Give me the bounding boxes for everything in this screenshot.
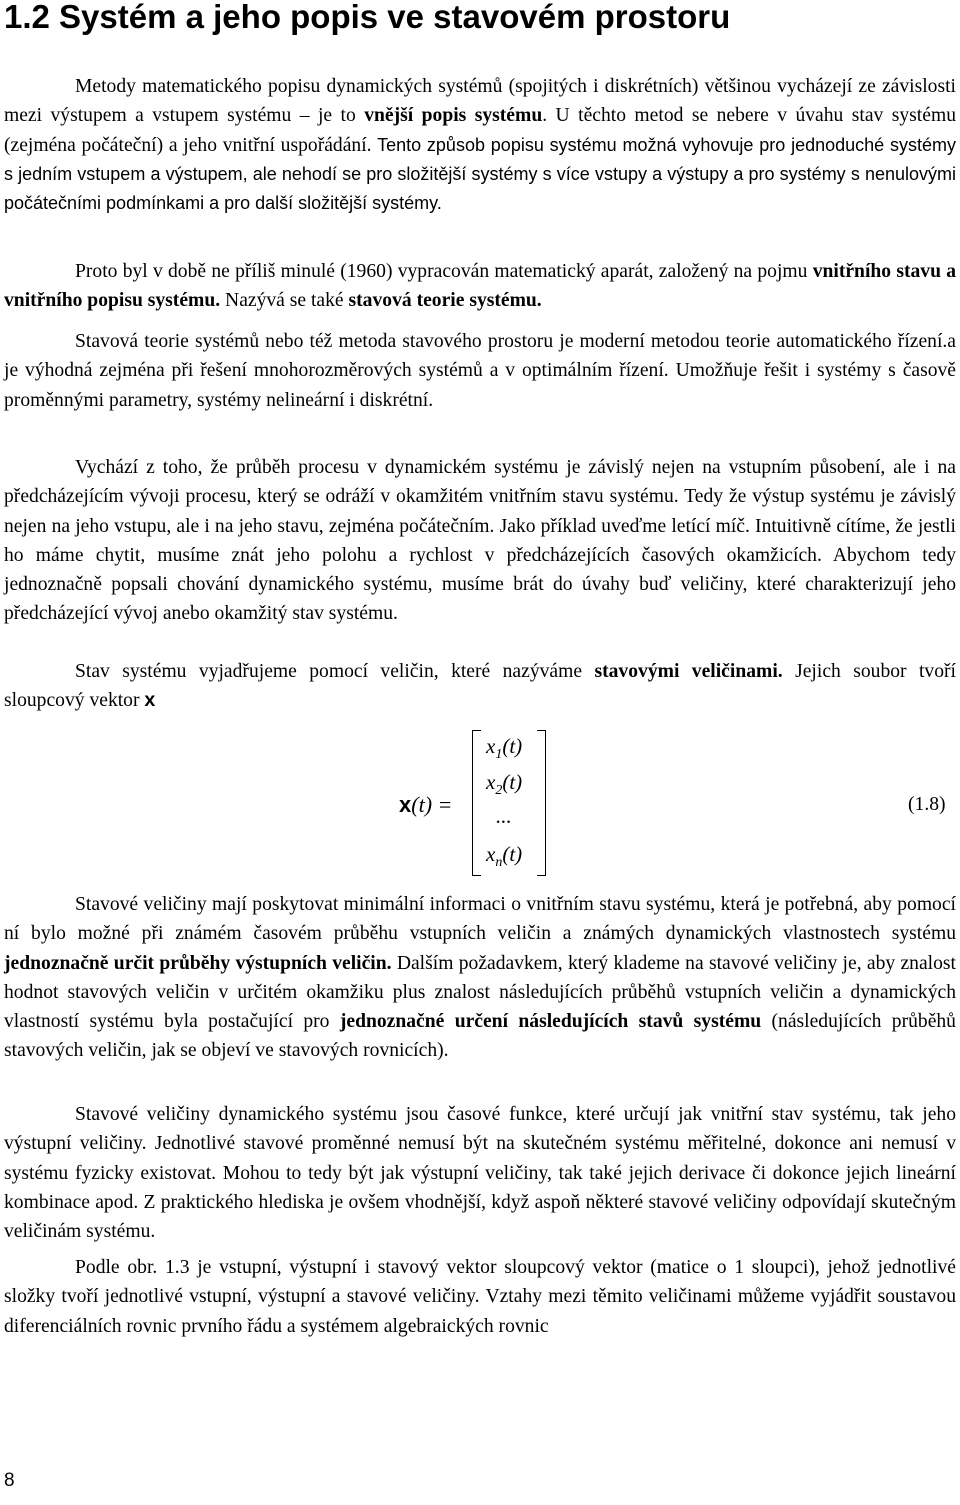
vector-entry: $x_n(t)$ (486, 842, 523, 871)
equation-lhs-arg: (t) = (411, 792, 453, 817)
right-bracket (537, 730, 546, 876)
equation-number: (1.8) (908, 794, 946, 815)
p1-text-c: . U těchto metod se nebere v úvahu stav systému (zejména počáteční) a jeho vnitřní uspořádání. (4, 105, 956, 156)
p6-bold-1: jednoznačně určit průběhy výstupních veličin. (4, 952, 392, 974)
p2-bold-2: stavová teorie systému. (348, 290, 542, 312)
paragraph-5 (4, 657, 956, 716)
vector-entry: ... (496, 804, 512, 828)
page-number: 8 (4, 1470, 15, 1491)
column-vector (472, 730, 546, 874)
p6-text-a: Stavové veličiny mají poskytovat minimální informaci o vnitřním stavu systému, která je potřebná, aby pomocí ní bylo možné při známém časovém průběhu vstupních veličin a známých dynamických vlastnostech systému (4, 894, 956, 945)
paragraph-4: Vychází z toho, že průběh procesu v dynamickém systému je závislý nejen na vstupním působení, ale i na předcházejícím vývoji procesu, který se odráží v okamžitém vnitřním stavu systému. Tedy že výstup systému je závislý nejen na jeho vstupu, ale i na jeho stavu, zejména počátečním. Jako příklad uveďme letící míč. Intuitivně cítíme, že jestli ho máme chytit, musíme znát jeho polohu a rychlost v předcházejících časových okamžicích. Abychom tedy jednoznačně popsali chování dynamického systému, musíme brát do úvahy buď veličiny, které charakterizují jeho předcházející vývoj anebo okamžitý stav systému. (4, 457, 956, 625)
equation-lhs (399, 792, 452, 818)
p5-text-a: Stav systému vyjadřujeme pomocí veličin, které nazýváme (75, 661, 595, 682)
p5-text-c: Jejich soubor tvoří sloupcový vektor (4, 661, 956, 712)
section-heading: 1.2 Systém a jeho popis ve stavovém prostoru (4, 0, 731, 35)
paragraph-6 (4, 890, 956, 1066)
p6-text-e: (následujících průběhů stavových veličin, jak se objeví ve stavových rovnicích). (4, 1011, 956, 1062)
p1-bold: vnější popis systému (364, 105, 543, 127)
p6-text-c: Dalším požadavkem, který klademe na stavové veličiny je, aby znalost hodnot stavových veličin v určitém okamžiku plus znalost následujících průběhů vstupních veličin a dynamických vlastností systému byla postačující pro (4, 952, 956, 1033)
paragraph-2 (4, 257, 956, 316)
p5-vector-symbol: x (144, 689, 156, 712)
paragraph-1 (4, 72, 956, 218)
state-vector-equation (0, 728, 960, 888)
p1-text-d: Tento způsob popisu systému možná vyhovuje pro jednoduché systémy s jedním vstupem a výstupem, ale nehodí se pro složitější systémy s více vstupy a výstupy a pro systémy s nenulovými počátečními podmínkami a pro další složitější systémy. (4, 134, 956, 214)
p6-bold-2: jednoznačné určení následujících stavů systému (339, 1011, 762, 1033)
p2-text-a: Proto byl v době ne příliš minulé (1960) vypracován matematický aparát, založený na pojmu (75, 261, 813, 282)
equation-lhs-symbol: x (399, 792, 412, 817)
paragraph-7: Stavové veličiny dynamického systému jsou časové funkce, které určují jak vnitřní stav systému, tak jeho výstupní veličiny. Jednotlivé stavové proměnné nemusí být na skutečném systému měřitelné, dokonce ani nemusí v systému fyzicky existovat. Mohou to tedy být jak výstupní veličiny, tak také jejich derivace či dokonce jejich lineární kombinace apod. Z praktického hlediska je ovšem vhodnější, když aspoň některé stavové veličiny odpovídají skutečným veličinám systému. (4, 1104, 956, 1243)
vector-entry: $x_1(t)$ (486, 734, 523, 763)
vector-entry: $x_2(t)$ (486, 770, 523, 799)
left-bracket (472, 730, 481, 876)
p2-bold-1: vnitřního stavu a vnitřního popisu systému. (4, 261, 956, 312)
p1-text-a: Metody matematického popisu dynamických systémů (spojitých i diskrétních) většinou vycházejí ze závislosti mezi výstupem a vstupem systému – je to (4, 76, 956, 127)
p2-text-c: Nazývá se také (220, 290, 349, 312)
p5-bold: stavovými veličinami. (594, 661, 783, 682)
paragraph-8: Podle obr. 1.3 je vstupní, výstupní i stavový vektor sloupcový vektor (matice o 1 sloupci), jehož jednotlivé složky tvoří jednotlivé vstupní, výstupní a stavové veličiny. Vztahy mezi těmito veličinami můžeme vyjádřit soustavou diferenciálních rovnic prvního řádu a systémem algebraických rovnic (4, 1257, 956, 1337)
paragraph-3: Stavová teorie systémů nebo též metoda stavového prostoru je moderní metodou teorie automatického řízení.a je výhodná zejména při řešení mnohorozměrových systémů a v optimálním řízení. Umožňuje řešit i systémy s časově proměnnými parametry, systémy nelineární i diskrétní. (4, 331, 956, 411)
